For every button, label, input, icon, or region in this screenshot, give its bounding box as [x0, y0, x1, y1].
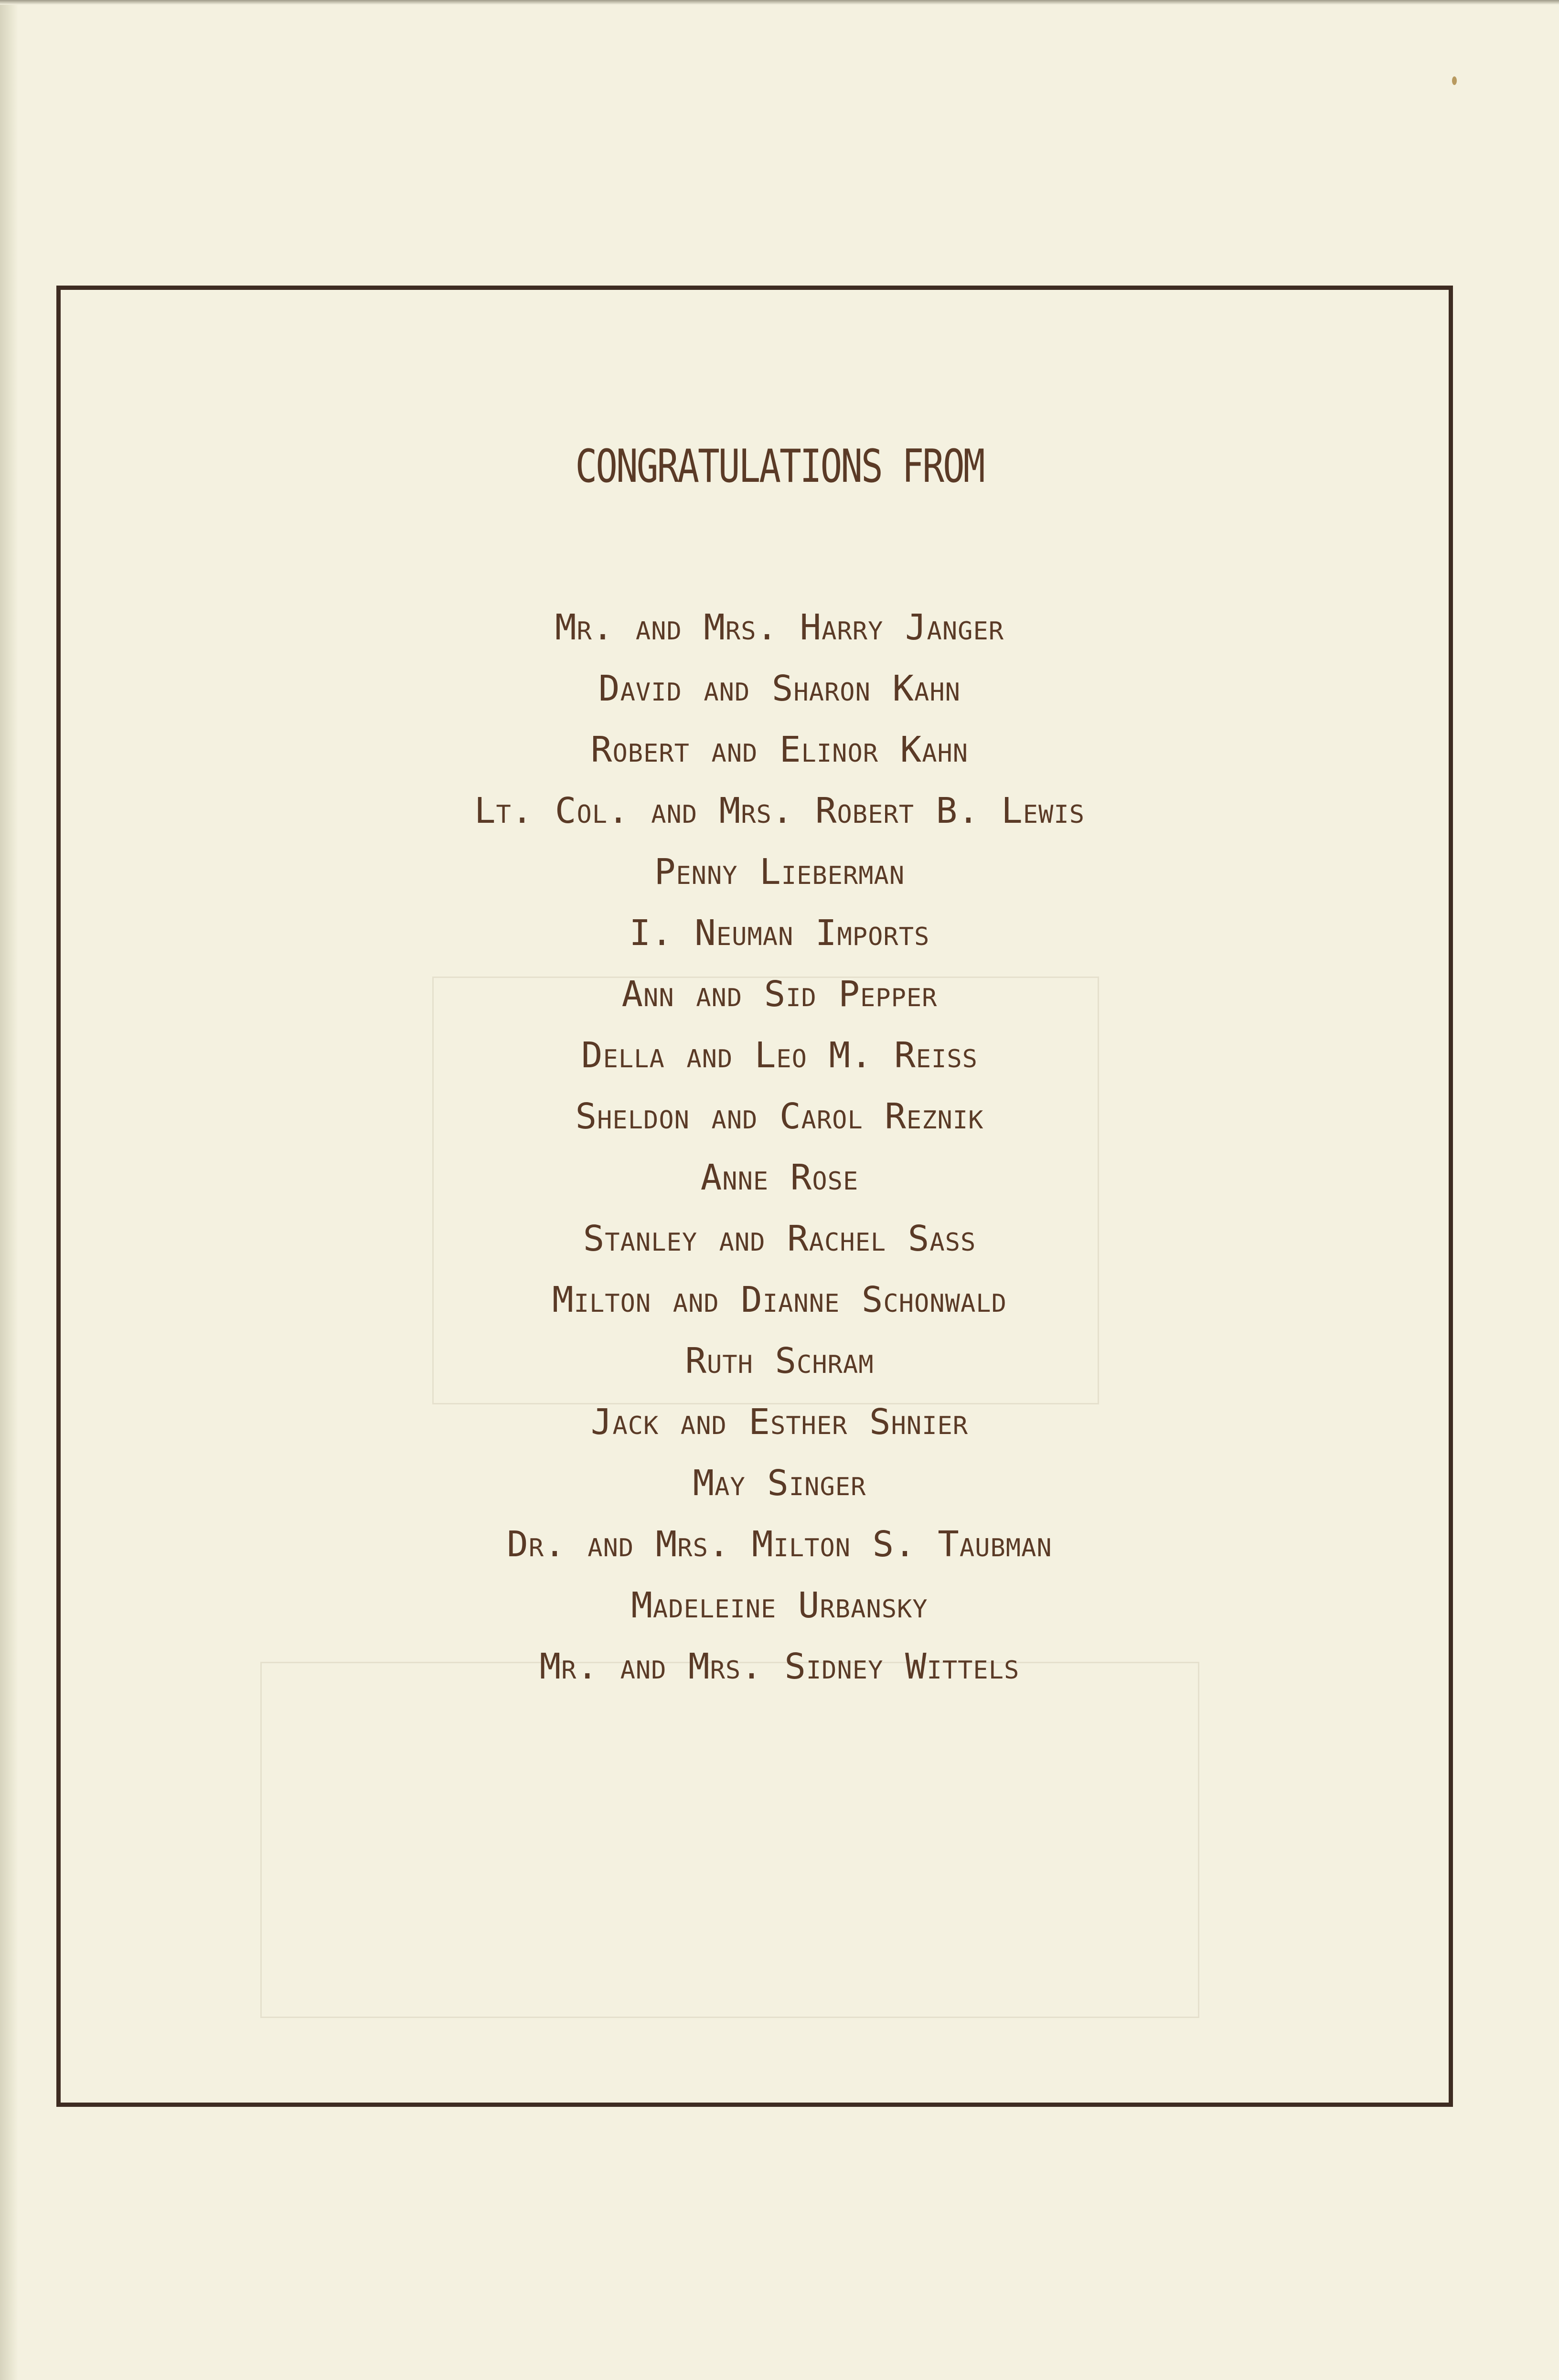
list-item: Anne Rose	[700, 1157, 859, 1198]
list-item: Milton and Dianne Schonwald	[552, 1279, 1007, 1320]
list-item: Ruth Schram	[685, 1340, 874, 1381]
page-heading: CONGRATULATIONS FROM	[575, 439, 984, 493]
list-item: I. Neuman Imports	[629, 913, 930, 954]
list-item: Robert and Elinor Kahn	[590, 729, 969, 770]
list-item: May Singer	[693, 1463, 866, 1504]
list-item: Sheldon and Carol Reznik	[575, 1096, 984, 1137]
list-item: Mr. and Mrs. Harry Janger	[555, 607, 1004, 648]
page-top-shadow	[0, 0, 1559, 5]
paper-speck	[1452, 76, 1457, 85]
list-item: Madeleine Urbansky	[631, 1585, 928, 1626]
list-item: Della and Leo M. Reiss	[581, 1035, 978, 1076]
list-item: Mr. and Mrs. Sidney Wittels	[539, 1646, 1020, 1687]
list-item: Dr. and Mrs. Milton S. Taubman	[507, 1524, 1052, 1565]
list-item: Ann and Sid Pepper	[621, 974, 938, 1015]
list-item: Lt. Col. and Mrs. Robert B. Lewis	[474, 790, 1085, 831]
list-item: Penny Lieberman	[654, 851, 905, 892]
congratulators-list	[0, 597, 1559, 1697]
list-item: Stanley and Rachel Sass	[583, 1218, 976, 1259]
list-item: David and Sharon Kahn	[598, 668, 961, 709]
list-item: Jack and Esther Shnier	[590, 1402, 969, 1443]
